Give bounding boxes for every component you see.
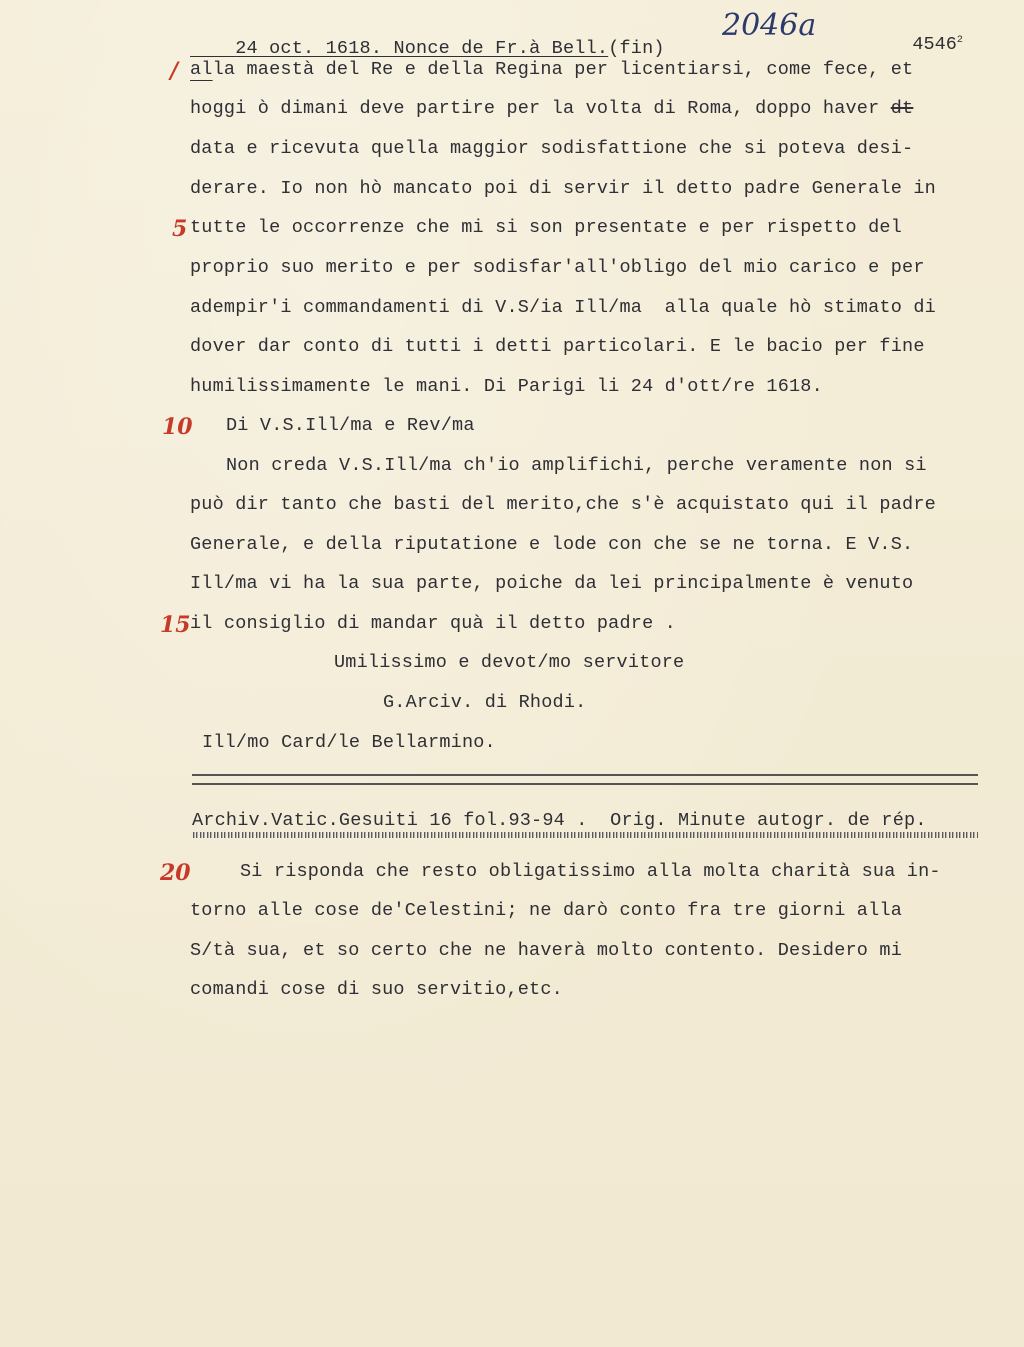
letter-line-2-text: hoggi ò dimani deve partire per la volta di Roma, doppo haver	[190, 98, 880, 119]
reply-line-3: S/tà sua, et so certo che ne haverà molto contento. Desidero mi	[190, 940, 903, 961]
handwritten-archive-number: 2046a	[722, 8, 817, 43]
letter-line-3: data e ricevuta quella maggior sodisfattione che si poteva desi-	[190, 138, 914, 159]
addressee: Ill/mo Card/le Bellarmino.	[202, 732, 496, 753]
reply-line-1: Si risponda che resto obligatissimo alla molta charità sua in-	[240, 861, 941, 882]
page-number-superscript: 2	[956, 34, 963, 46]
margin-number-10: 10	[162, 414, 193, 440]
postscript-line-3: Generale, e della riputatione e lode con che se ne torna. E V.S.	[190, 534, 914, 555]
reply-line-4: comandi cose di suo servitio,etc.	[190, 979, 563, 1000]
postscript-line-4: Ill/ma vi ha la sua parte, poiche da lei principalmente è venuto	[190, 573, 914, 594]
letter-line-2	[190, 97, 913, 121]
page-number-text: 4546	[912, 34, 957, 55]
margin-number-5: 5	[172, 216, 188, 242]
letter-line-7: adempir'i commandamenti di V.S/ia Ill/ma alla quale hò stimato di	[190, 297, 936, 318]
header-title-text: 24 oct. 1618. Nonce de Fr.à Bell.	[235, 38, 609, 59]
closing-formula: Umilissimo e devot/mo servitore	[334, 652, 685, 673]
signature: G.Arciv. di Rhodi.	[383, 692, 587, 713]
crossed-out-text: dt	[890, 98, 914, 119]
postscript-line-2: può dir tanto che basti del merito,che s'è acquistato qui il padre	[190, 494, 936, 515]
margin-number-20: 20	[160, 860, 191, 886]
letter-line-6: proprio suo merito e per sodisfar'all'obligo del mio carico e per	[190, 257, 925, 278]
postscript-line-1: Non creda V.S.Ill/ma ch'io amplifichi, perche veramente non si	[226, 455, 927, 476]
letter-line-8: dover dar conto di tutti i detti particolari. E le bacio per fine	[190, 336, 925, 357]
letter-line-9: humilissimamente le mani. Di Parigi li 24 d'ott/re 1618.	[190, 376, 823, 397]
source-citation: Archiv.Vatic.Gesuiti 16 fol.93-94 . Orig. Minute autogr. de rép.	[192, 810, 927, 831]
postscript-line-5: il consiglio di mandar quà il detto padre .	[190, 613, 676, 634]
letter-line-1: alla maestà del Re e della Regina per licentiarsi, come fece, et	[190, 59, 914, 80]
dotted-separator	[192, 831, 978, 839]
margin-number-1: /	[170, 58, 179, 84]
letter-line-4: derare. Io non hò mancato poi di servir il detto padre Generale in	[190, 178, 936, 199]
margin-number-15: 15	[160, 612, 191, 638]
separator-double-rule	[192, 774, 978, 785]
reply-line-2: torno alle cose de'Celestini; ne darò conto fra tre giorni alla	[190, 900, 903, 921]
header-title-suffix: (fin)	[608, 38, 665, 59]
salutation: Di V.S.Ill/ma e Rev/ma	[226, 415, 475, 436]
letter-line-5: tutte le occorrenze che mi si son presentate e per rispetto del	[190, 217, 903, 238]
